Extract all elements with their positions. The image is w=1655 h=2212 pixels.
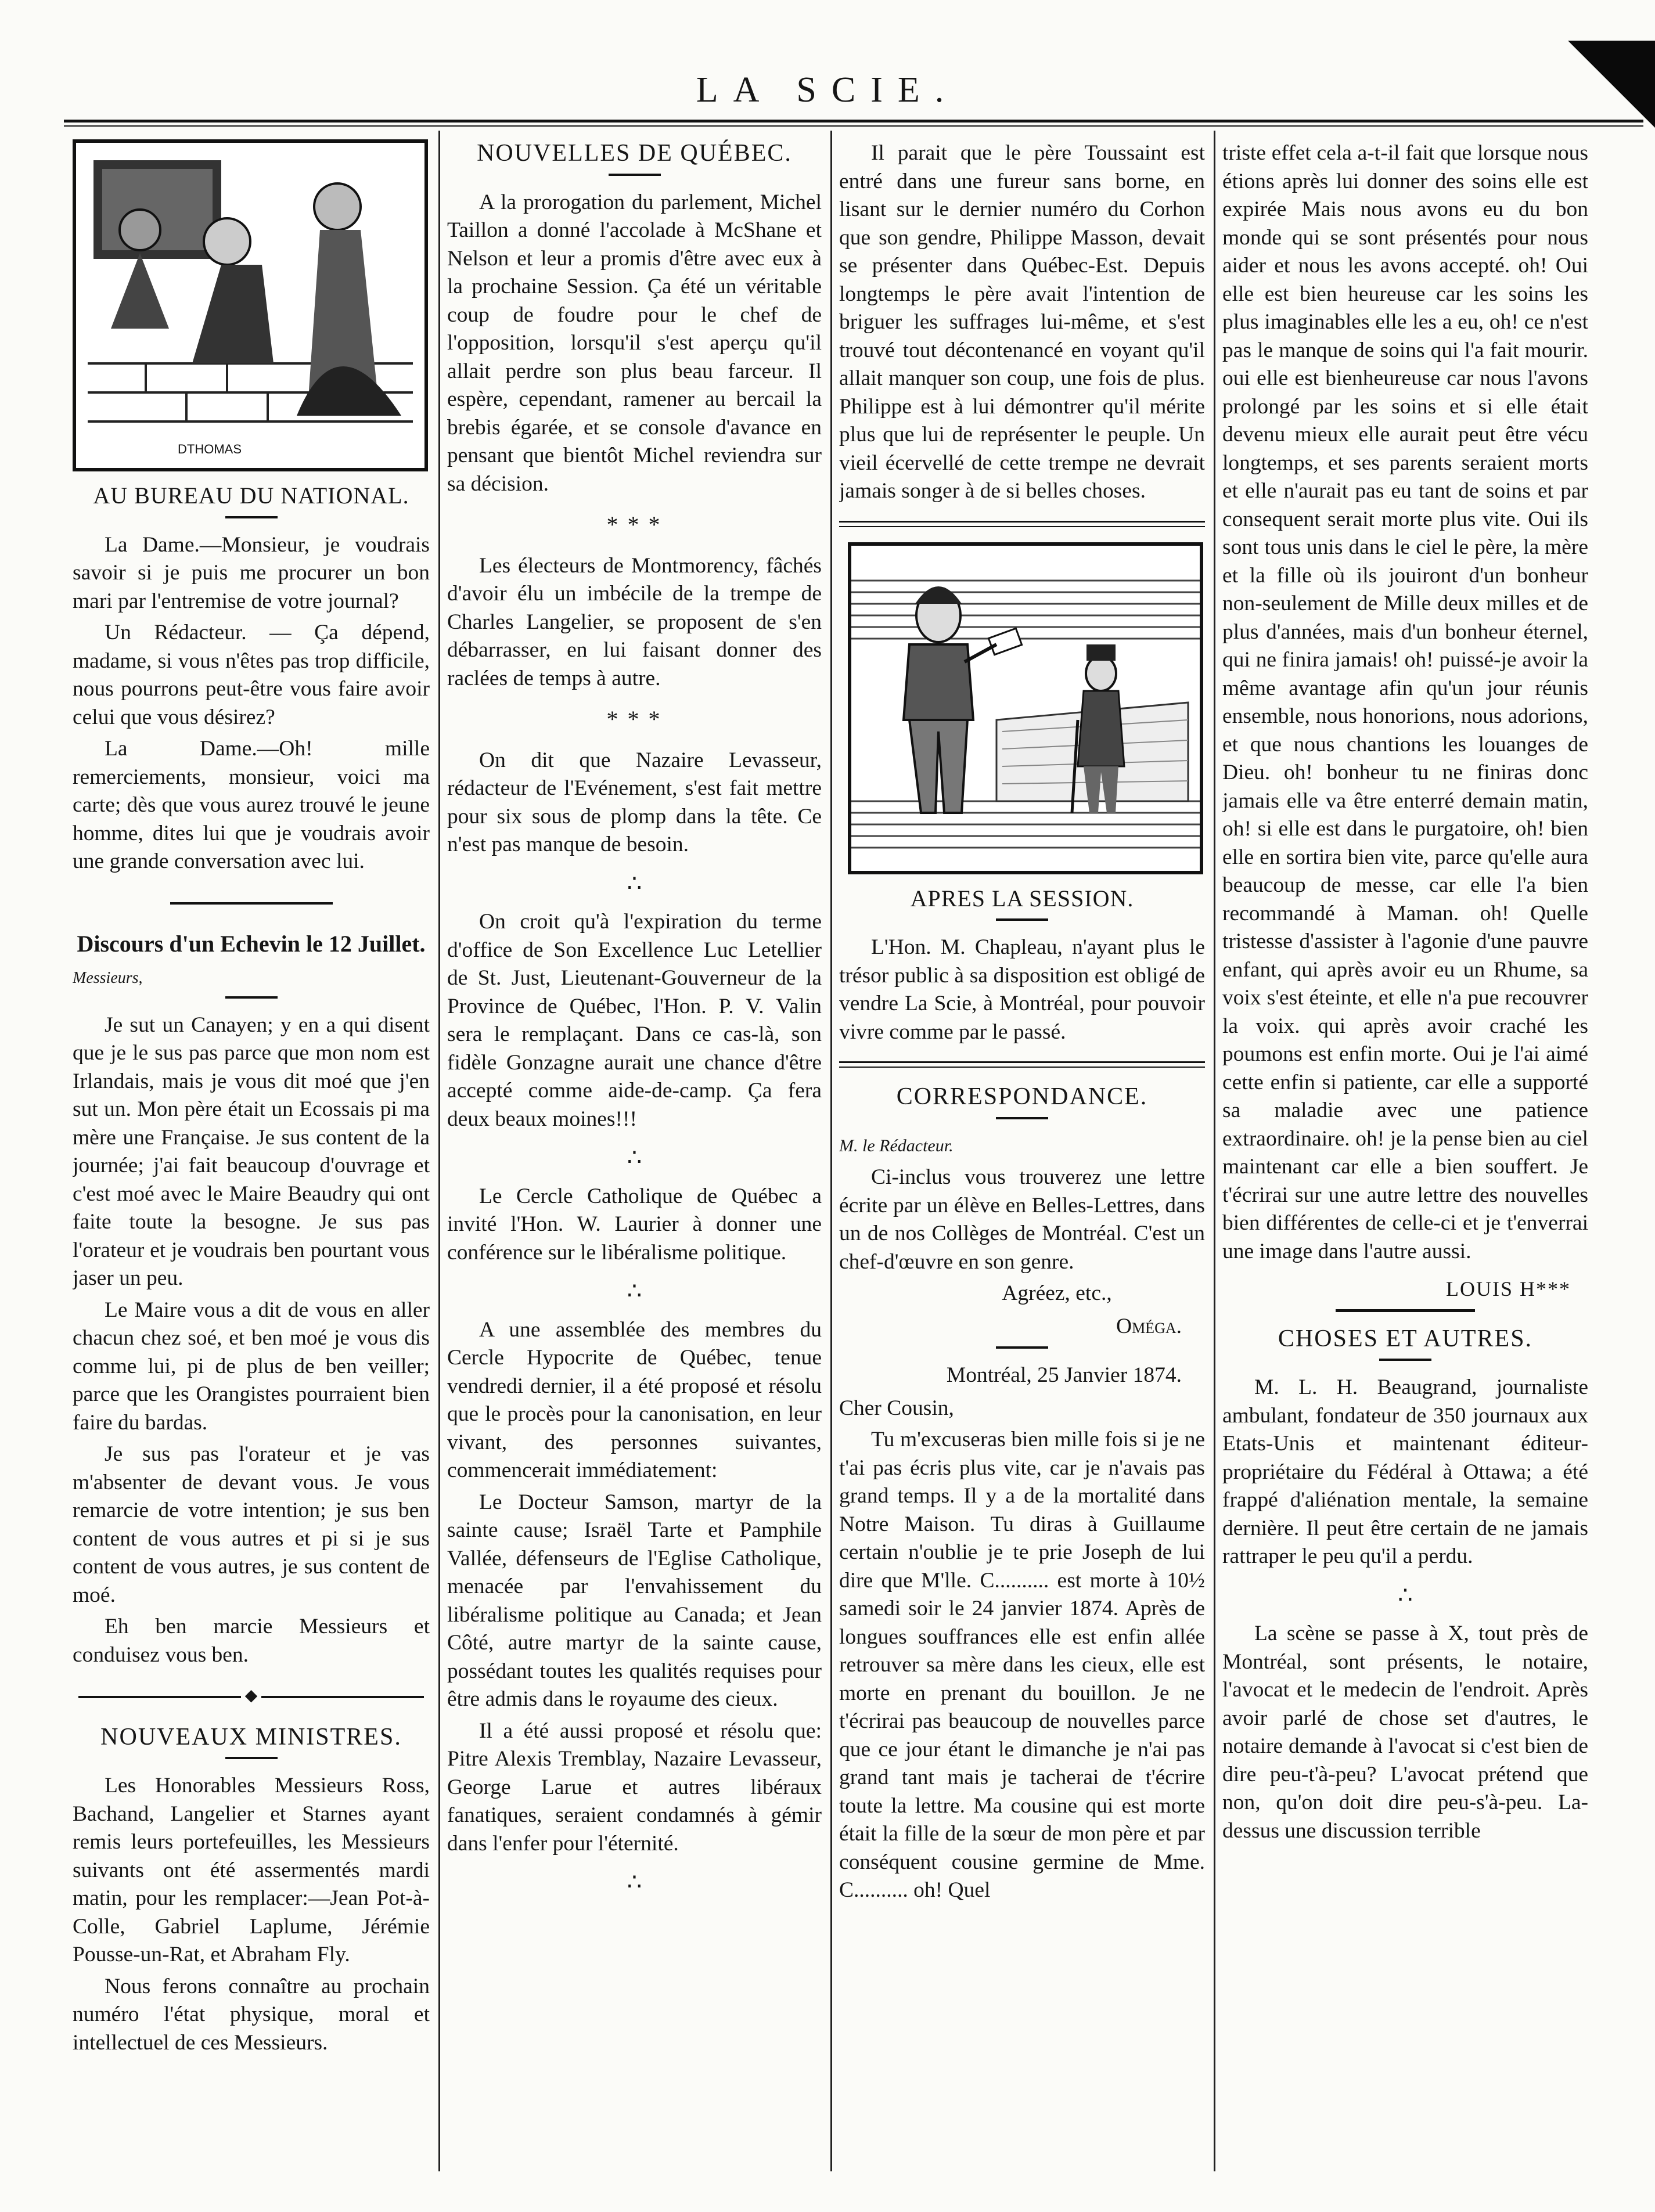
dot-separator: ∴ [627,1278,642,1304]
discours-paragraph: Je sut un Canayen; y en a qui disent que je le sus pas parce que mon nom est Irlandais, mais je vous dit moé que j'en sut un. Mon père était un Ecossais pi ma mère une Française. Je sus content de la journée; j'ai fait beaucoup d'ouvrage et c'est moé avec le Maire Beaudry qui ont faite toute la besogne. Je sus pas l'orateur et je voudrais ben pourtant vous jaser un peu. [73,1013,430,1290]
article-paragraph: Les électeurs de Montmorency, fâchés d'avoir élu un imbécile de la trempe de Charles Langelier, se proposent de s'en débarrasser, en lui faisant donner des raclées de temps à autre. [447,553,822,690]
cartoon-bureau-drawing [76,143,424,468]
asterism: * * * [606,511,663,538]
section-title-correspondance: CORRESPONDANCE. [896,1083,1148,1110]
header-rule [64,120,1643,123]
short-rule [225,516,278,518]
column-rule [438,131,440,2171]
article-paragraph: Le Docteur Samson, martyr de la sainte cause; Israël Tarte et Pamphile Vallée, défenseurs de l'Eglise Catholique, menacée par l'envahissement du libéralisme politique au Canada; et Jean Côté, autre martyr de la sainte cause, possédant toutes les qualités requises pour être admis dans le royaume des cieux. [447,1490,822,1711]
article-paragraph: A la prorogation du parlement, Michel Taillon a donné l'accolade à McShane et Nelson et leur a promis d'être avec eux à la prochaine Session. Ça été un véritable coup de foudre pour le chef de l'opposition, lorsqu'il s'est aperçu qu'il allait perdre son plus beau farceur. Il espère, cependant, ramener au bercail la brebis égarée, et se console d'avance en pensant que bientôt Michel reviendra sur sa décision. [447,190,822,496]
ministres-paragraph: Les Honorables Messieurs Ross, Bachand, Langelier et Starnes ayant remis leurs portefeuilles, les Messieurs suivants ont été assermentés mardi matin, pour les remplacer:—Jean Pot-à-Colle, Gabriel Laplume, Jérémie Pousse-un-Rat, et Abraham Fly. [73,1774,430,1966]
short-rule [225,996,278,999]
letter-date: Montréal, 25 Janvier 1874. [946,1363,1182,1387]
separator [73,889,430,917]
header-rule-thin [64,125,1643,127]
discours-paragraph: Le Maire vous a dit de vous en aller chacun chez soé, et ben moé je vous dis comme lui, pi de plus de ben veiller; parce que les Orangistes pourraient bien faire du bardas. [73,1298,430,1435]
dialogue-line: La Dame.—Monsieur, je voudrais savoir si je puis me procurer un bon mari par l'entremise de votre journal? [73,532,430,613]
section-title-quebec: NOUVELLES DE QUÉBEC. [477,140,792,167]
dialogue-line: La Dame.—Oh! mille remerciements, monsieur, voici ma carte; dès que vous aurez trouvé le jeune homme, dites lui que je voudrais avoir une grande conversation avec lui. [73,737,430,873]
column-1 [73,139,430,2177]
cartoon-caption: AU BUREAU DU NATIONAL. [93,482,409,509]
short-rule [996,1117,1048,1119]
corr-salutation: M. le Rédacteur. [839,1136,954,1155]
closing: Agréez, etc., [1002,1281,1112,1305]
separator [839,526,1205,527]
dot-separator: ∴ [627,870,642,896]
article-paragraph: Ci-inclus vous trouverez une lettre écrite par un élève en Belles-Lettres, dans un de nos Collèges de Montréal. C'est un chef-d'œuvre en son genre. [839,1165,1205,1274]
discours-salutation: Messieurs, [73,969,143,987]
column-4 [1222,139,1588,2177]
discours-title: Discours d'un Echevin le 12 Juillet. [77,931,426,957]
article-paragraph: On croit qu'à l'expiration du terme d'office de Son Excellence Luc Letellier de St. Just, Lieutenant-Gouverneur de la Province de Québec, l'Hon. P. V. Valin sera le remplaçant. Dans ce cas-là, son fidèle Gonzagne aurait une chance d'être accepté comme aide-de-camp. Ça fera deux beaux moines!!! [447,910,822,1131]
dot-separator: ∴ [627,1869,642,1895]
letter-paragraph: Tu m'excuseras bien mille fois si je ne t'ai pas écris plus vite, car je n'avais pas grand temps. Il y a de la mortalité dans Notre Maison. Tu diras à Guillaume certain n'oublie je te prie Joseph de lui dire que M'lle. C.......... est morte à 10½ samedi soir le 24 janvier 1874. Après de longues souffrances elle est enfin allée retrouver sa mère dans les cieux, elle est morte en prenant du bouillon. Je ne t'écrirai pas beaucoup de nouvelles parce que ce jour étant le dimanche je n'ai pas grand tant mais je tacherai de t'écrire toute la lettre. Ma cousine qui est morte était la fille de la sœur de mon père et par conséquent cousine germine de Mme. C.......... oh! Quel [839,1428,1205,1902]
section-title-choses: CHOSES ET AUTRES. [1278,1325,1533,1352]
section-title-ministres: NOUVEAUX MINISTRES. [100,1723,402,1750]
cartoon-session-drawing [851,546,1200,871]
article-paragraph: Il a été aussi proposé et résolu que: Pitre Alexis Tremblay, Nazaire Levasseur, George Larue et autres libéraux fanatiques, seraient condamnés à gémir dans l'enfer pour l'éternité. [447,1719,822,1856]
illustration-signature: DTHOMAS [178,441,242,456]
cartoon-bureau [73,139,428,471]
letter-salutation: Cher Cousin, [839,1396,954,1420]
article-paragraph: A une assemblée des membres du Cercle Hypocrite de Québec, tenue vendredi dernier, il a été proposé et résolu que le procès pour la canonisation, en leur vivant, des personnes suivantes, commencerait immédiatement: [447,1317,822,1482]
separator [839,521,1205,523]
discours-paragraph: Je sus pas l'orateur et je vas m'absenter de devant vous. Je vous remarcie de votre intention; je sus ben content de vous autres et pi si je sus content de vous autres, je sus content de moé. [73,1442,430,1607]
column-2 [447,139,822,2177]
short-rule [609,174,661,176]
column-rule [1214,131,1215,2171]
short-rule [996,1346,1048,1349]
asterism: * * * [606,706,663,732]
cartoon-caption: APRES LA SESSION. [910,885,1134,912]
cartoon-session [848,542,1203,874]
separator [839,1067,1205,1068]
article-paragraph: On dit que Nazaire Levasseur, rédacteur de l'Evénement, s'est fait mettre pour six sous de plomp dans la tête. Ce n'est pas manque de besoin. [447,748,822,856]
article-paragraph: L'Hon. M. Chapleau, n'ayant plus le trésor public à sa disposition est obligé de vendre La Scie, à Montréal, pour pouvoir vivre comme par le passé. [839,935,1205,1044]
column-3 [839,139,1205,2177]
article-paragraph: Le Cercle Catholique de Québec a invité l'Hon. W. Laurier à donner une conférence sur le libéralisme politique. [447,1184,822,1264]
masthead: LA SCIE. [696,70,959,110]
dot-separator: ∴ [1398,1581,1413,1608]
signature-omega: Oméga. [1116,1314,1182,1338]
article-paragraph: M. L. H. Beaugrand, journaliste ambulant, fondateur de 350 journaux aux Etats-Unis et maintenant éditeur-propriétaire du Fédéral à Ottawa; a été frappé d'aliénation mentale, la semaine dernière. Il peut être certain de ne jamais rattraper le peu qu'il a perdu. [1222,1375,1588,1568]
short-rule [225,1757,278,1759]
ministres-paragraph: Nous ferons connaître au prochain numéro l'état physique, moral et intellectuel de ces Messieurs. [73,1974,430,2055]
short-rule [1379,1359,1431,1361]
column-rule [830,131,832,2171]
separator: ◆ [73,1682,430,1710]
article-paragraph: Il parait que le père Toussaint est entré dans une fureur sans borne, en lisant sur le dernier numéro du Corhon que son gendre, Philippe Masson, devait se présenter dans Québec-Est. Depuis longtemps le père avait l'intention de briguer les suffrages lui-même, et s'est trouvé tout décontenancé en voyant qu'il allait manquer son coup, une fois de plus. Philippe est à lui démontrer qu'il mérite plus que lui de représenter le peuple. Un vieil écervellé de cette trempe ne devrait jamais songer à de si belles choses. [839,141,1205,503]
short-rule [996,918,1048,921]
separator [1336,1309,1475,1312]
dot-separator: ∴ [627,1144,642,1170]
article-paragraph: La scène se passe à X, tout près de Montréal, sont présents, le notaire, l'avocat et le medecin de l'endroit. Après avoir parlé de chose set d'autres, le notaire demande à l'avocat si c'est bien de dire peu-t'à-peu? L'avocat prétend que non, qu'on doit dire peu-s'à-peu. La-dessus une discussion terrible [1222,1622,1588,1843]
letter-signature: LOUIS H*** [1446,1277,1571,1300]
dialogue-line: Un Rédacteur. — Ça dépend, madame, si vous n'êtes pas trop difficile, nous pourrons peut-être vous faire avoir celui que vous désirez? [73,621,430,729]
separator [839,1061,1205,1063]
letter-continuation: triste effet cela a-t-il fait que lorsque nous étions après lui donner des soins elle est expirée Mais nous avons eu du bon monde qui se sont présentés pour nous aider et nous les avons accepté. oh! Oui elle est bien heureuse car les soins les plus imaginables elle les a eu, oh! ce n'est pas le manque de soins qui l'a fait mourir. oui elle est bienheureuse car nous l'avons prolongé par les soins et si elle était devenu mieux elle aurait peut être vécu longtemps, et ses parents seraient morts et elle n'aurait pas eu tant de soins et par consequent serait morte plus vite. Oui ils sont tous unis dans le ciel le père, la mère et la fille où ils jouiront d'un bonheur non-seulement de Mille deux milles et de plus d'années, mais d'un bonheur éternel, qui ne finira jamais! oh! puissé-je avoir la même avantage afin qu'un jour réunis ensemble, nous honorions, nous adorions, et que nous chantions les louanges de Dieu. oh! bonheur tu ne finiras donc jamais elle va être enterré demain matin, oh! si elle est dans le purgatoire, oh! bien elle en sortira bien vite, parce qu'elle aura beaucoup de messe, car elle l'a bien recommandé à Maman. oh! Quelle tristesse d'assister à l'agonie d'une pauvre enfant, qui après avoir eu un Rhume, sa voix s'est éteinte, et elle n'a pue recouvrer la voix. qui après avoir craché les poumons est enfin morte. Oui je l'ai aimé cette enfin si patiente, car elle a supporté sa maladie avec une patience extraordinaire. oh! je la pense bien au ciel maintenant car elle a bien souffert. Je t'écrirai sur une autre lettre des nouvelles bien différentes de celle-ci et je t'enverrai une image dans l'autre aussi. [1222,141,1588,1263]
discours-paragraph: Eh ben marcie Messieurs et conduisez vous ben. [73,1615,430,1667]
